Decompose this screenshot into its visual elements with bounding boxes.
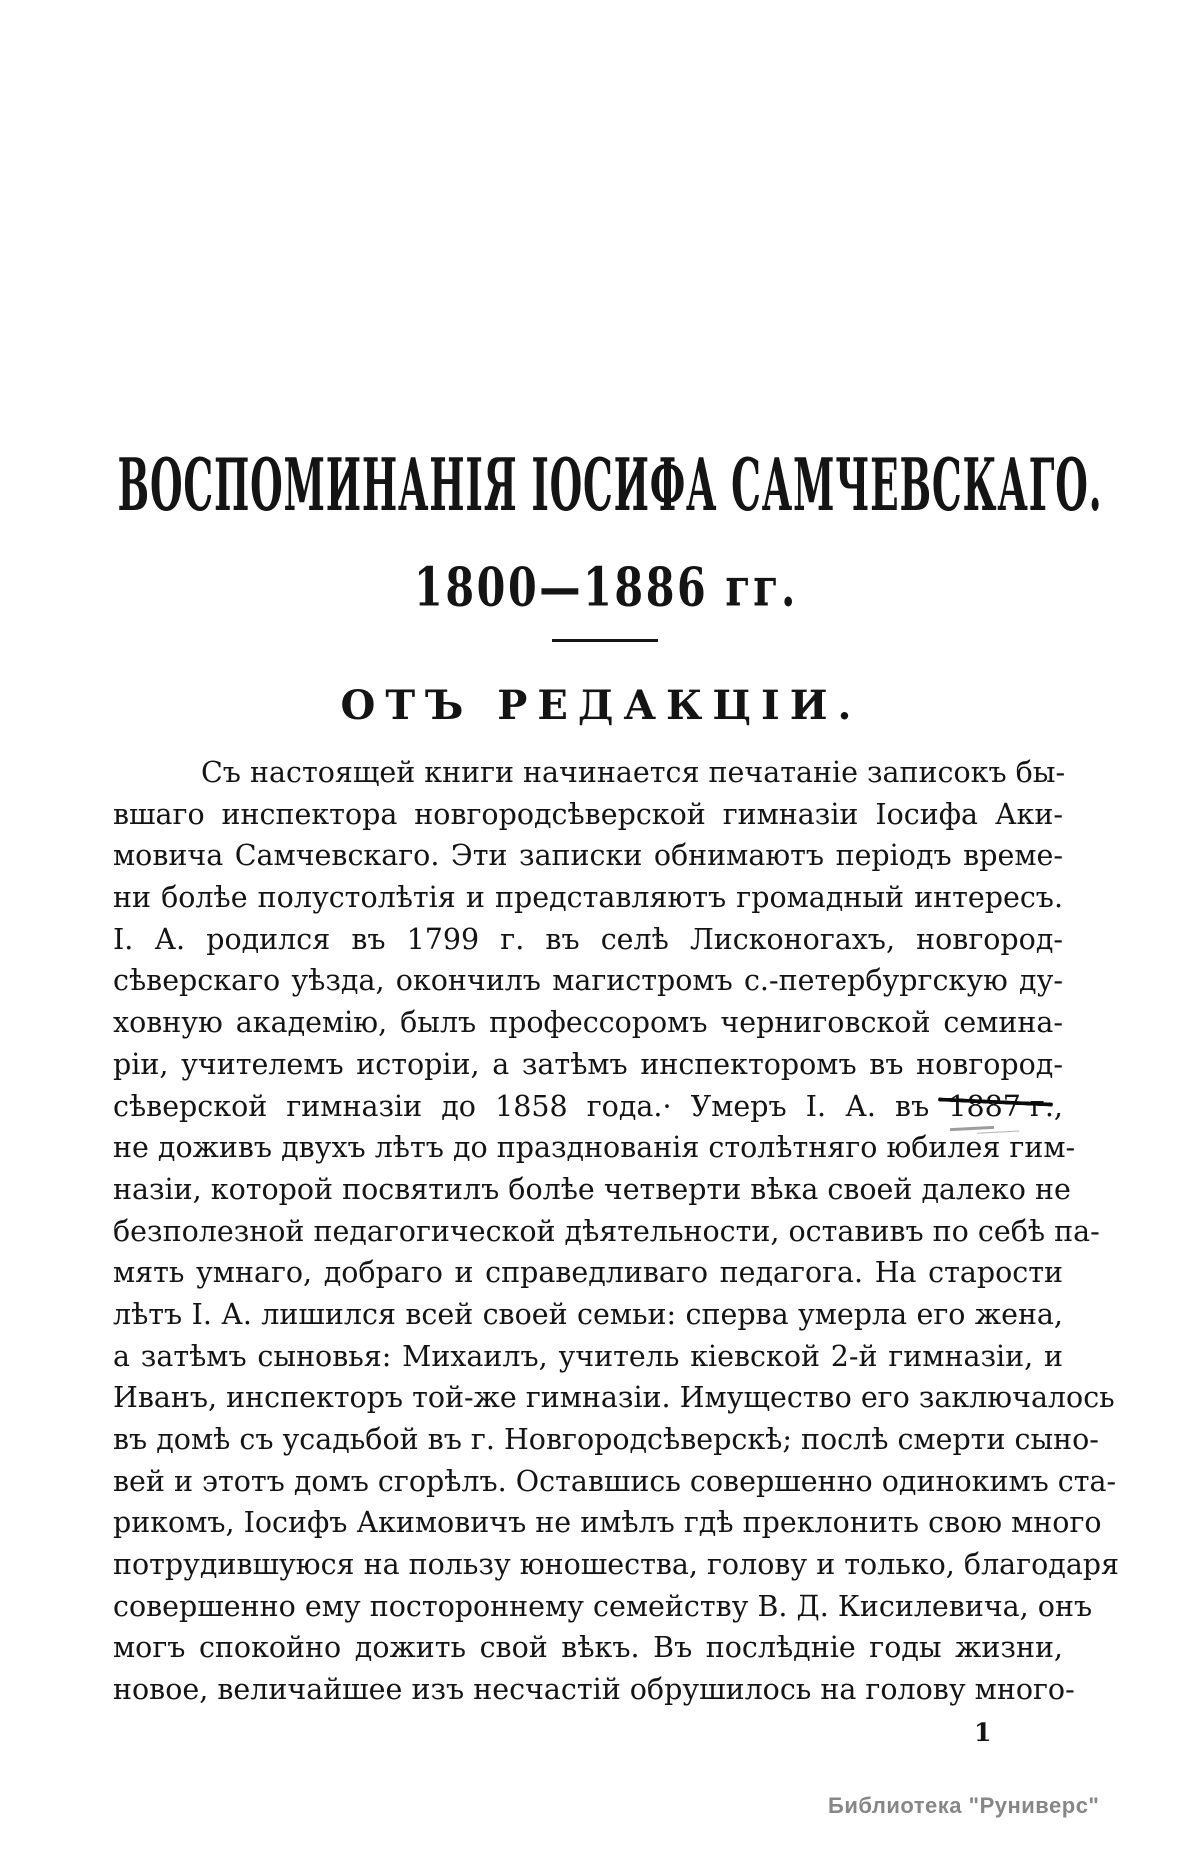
page-title [0, 444, 1194, 528]
text-line: Иванъ, инспекторъ той-же гимназіи. Имущество его заключалось [113, 1381, 1115, 1415]
text-line: не доживъ двухъ лѣтъ до празднованія столѣтняго юбилея гим- [113, 1131, 1076, 1165]
text-line: лѣтъ І. А. лишился всей своей семьи: сперва умерла его жена, [113, 1297, 1063, 1331]
section-heading: ОТЪ РЕДАКЦІИ. [340, 682, 862, 729]
text-line: І. А. родился въ 1799 г. въ селѣ Лисконогахъ, новгород- [113, 922, 1063, 956]
body-text [113, 752, 1120, 1711]
text-line: рикомъ, Іосифъ Акимовичъ не имѣлъ гдѣ преклонить свою много [113, 1506, 1102, 1540]
text-line: совершенно ему постороннему семейству В. Д. Кисилевича, онъ [113, 1589, 1093, 1623]
text-line: мовича Самчевскаго. Эти записки обнимаютъ періодъ време- [113, 839, 1063, 873]
page-number: 1 [974, 1718, 992, 1747]
library-watermark: Библиотека "Руниверс" [828, 1793, 1100, 1818]
text-line: могъ спокойно дожить свой вѣкъ. Въ послѣдніе годы жизни, [113, 1631, 1063, 1665]
text-line: назіи, которой посвятилъ болѣе четверти вѣка своей далеко не [113, 1172, 1071, 1206]
text-line: а затѣмъ сыновья: Михаилъ, учитель кіевской 2-й гимназіи, и [113, 1339, 1063, 1373]
text-line: Съ настоящей книги начинается печатаніе записокъ бы- [201, 756, 1066, 789]
text-line: ріи, учителемъ исторіи, а затѣмъ инспекторомъ въ новгород- [113, 1047, 1063, 1081]
text-line: безполезной педагогической дѣятельности, оставивъ по себѣ па- [113, 1214, 1100, 1248]
text-line: мять умнаго, добраго и справедливаго педагога. На старости [113, 1256, 1063, 1290]
text-line: сѣверскаго уѣзда, окончилъ магистромъ с.-петербургскую ду- [113, 964, 1063, 998]
subtitle-years [383, 556, 829, 619]
text-line: новое, величайшее изъ несчастій обрушилось на голову много- [113, 1673, 1075, 1707]
text-line: потрудившуюся на пользу юношества, голову и только, благодаря [113, 1548, 1120, 1582]
book-title-text: ВОСПОМИНАНІЯ ІОСИФА САМЧЕВСКАГО. [117, 444, 1103, 528]
text-line: сѣверской гимназіи до 1858 года.· Умеръ І. А. въ 1887 г., [113, 1086, 1063, 1128]
text-line: ховную академію, былъ профессоромъ черниговской семина- [113, 1006, 1063, 1040]
text-line: ни болѣе полустолѣтія и представляютъ громадный интересъ. [113, 881, 1063, 915]
divider-rule [552, 639, 658, 642]
text-line: въ домѣ съ усадьбой въ г. Новгородсѣверскѣ; послѣ смерти сыно- [113, 1423, 1099, 1456]
pen-strikethrough: 1887 г [948, 1086, 1045, 1128]
text-line: вшаго инспектора новгородсѣверской гимназіи Іосифа Аки- [113, 797, 1063, 831]
text-line: вей и этотъ домъ сгорѣлъ. Оставшись совершенно одинокимъ ста- [113, 1464, 1117, 1498]
years-range-text: 1800—1886 гг. [414, 556, 798, 619]
